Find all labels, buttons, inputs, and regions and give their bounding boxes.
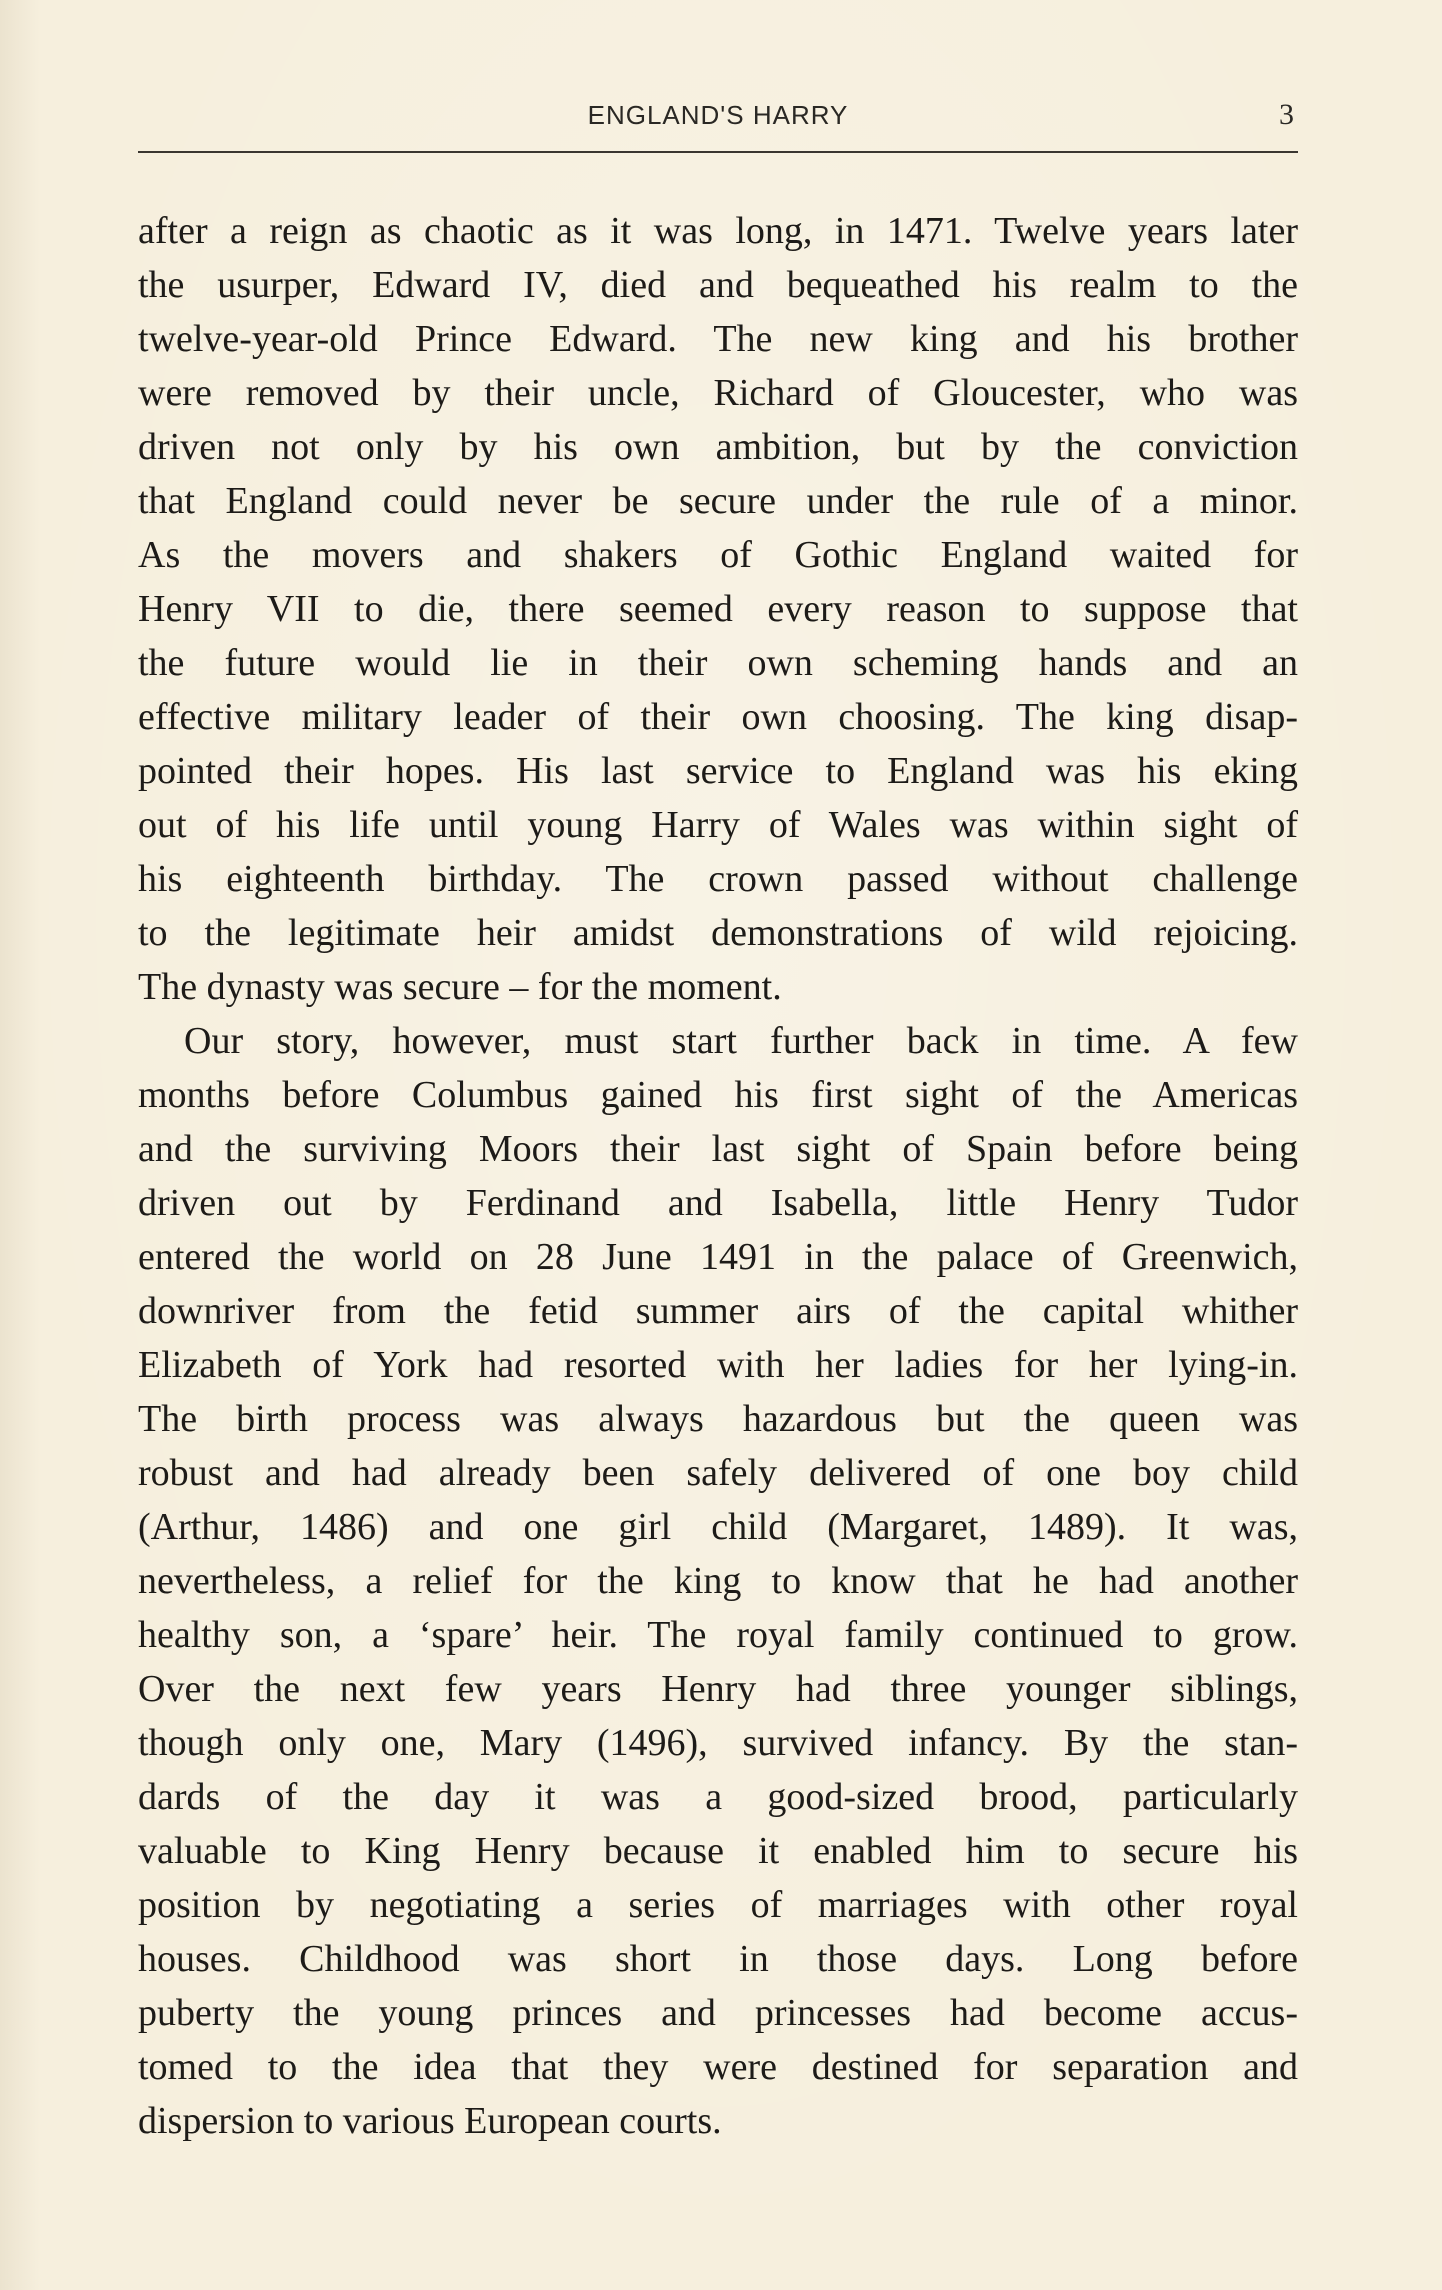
text-line: and the surviving Moors their last sight of Spain before being (138, 1128, 1298, 1170)
text-line: dards of the day it was a good-sized brood, particularly (138, 1776, 1298, 1818)
text-line: puberty the young princes and princesses had become accus- (138, 1992, 1298, 2034)
text-line: position by negotiating a series of marriages with other royal (138, 1884, 1298, 1926)
text-line: downriver from the fetid summer airs of the capital whither (138, 1290, 1298, 1332)
text-line: As the movers and shakers of Gothic England waited for (138, 534, 1298, 576)
text-line: The dynasty was secure – for the moment. (138, 966, 782, 1008)
running-title: ENGLAND'S HARRY (587, 100, 849, 130)
header-rule (138, 151, 1298, 153)
running-head (138, 96, 1298, 140)
text-line: Our story, however, must start further back in time. A few (184, 1020, 1298, 1062)
text-line: out of his life until young Harry of Wales was within sight of (138, 804, 1298, 846)
text-line: Henry VII to die, there seemed every reason to suppose that (138, 588, 1298, 630)
text-line: were removed by their uncle, Richard of Gloucester, who was (138, 372, 1298, 414)
paragraph (138, 204, 1298, 1014)
text-line: driven not only by his own ambition, but by the conviction (138, 426, 1298, 468)
paragraph (138, 1014, 1298, 2148)
text-line: though only one, Mary (1496), survived infancy. By the stan- (138, 1722, 1298, 1764)
text-line: valuable to King Henry because it enabled him to secure his (138, 1830, 1298, 1872)
text-line: The birth process was always hazardous but the queen was (138, 1398, 1298, 1440)
text-line: to the legitimate heir amidst demonstrations of wild rejoicing. (138, 912, 1298, 954)
text-line: his eighteenth birthday. The crown passed without challenge (138, 858, 1298, 900)
text-line: entered the world on 28 June 1491 in the palace of Greenwich, (138, 1236, 1298, 1278)
text-line: pointed their hopes. His last service to England was his eking (138, 750, 1298, 792)
text-line: healthy son, a ‘spare’ heir. The royal family continued to grow. (138, 1614, 1298, 1656)
gutter-shadow (0, 0, 40, 2290)
text-line: nevertheless, a relief for the king to know that he had another (138, 1560, 1298, 1602)
text-line: houses. Childhood was short in those days. Long before (138, 1938, 1298, 1980)
page-number: 3 (1279, 98, 1294, 131)
text-line: robust and had already been safely delivered of one boy child (138, 1452, 1298, 1494)
text-line: Over the next few years Henry had three younger siblings, (138, 1668, 1298, 1710)
text-line: the future would lie in their own scheming hands and an (138, 642, 1298, 684)
text-line: driven out by Ferdinand and Isabella, little Henry Tudor (138, 1182, 1298, 1224)
text-line: twelve-year-old Prince Edward. The new king and his brother (138, 318, 1298, 360)
text-line: months before Columbus gained his first sight of the Americas (138, 1074, 1298, 1116)
body-text (138, 204, 1298, 2148)
text-line: effective military leader of their own choosing. The king disap- (138, 696, 1298, 738)
text-line: after a reign as chaotic as it was long, in 1471. Twelve years later (138, 210, 1298, 252)
text-line: the usurper, Edward IV, died and bequeathed his realm to the (138, 264, 1298, 306)
text-line: Elizabeth of York had resorted with her ladies for her lying-in. (138, 1344, 1298, 1386)
text-line: tomed to the idea that they were destined for separation and (138, 2046, 1298, 2088)
text-line: dispersion to various European courts. (138, 2100, 722, 2142)
text-line: that England could never be secure under the rule of a minor. (138, 480, 1298, 522)
text-line: (Arthur, 1486) and one girl child (Margaret, 1489). It was, (138, 1506, 1298, 1548)
